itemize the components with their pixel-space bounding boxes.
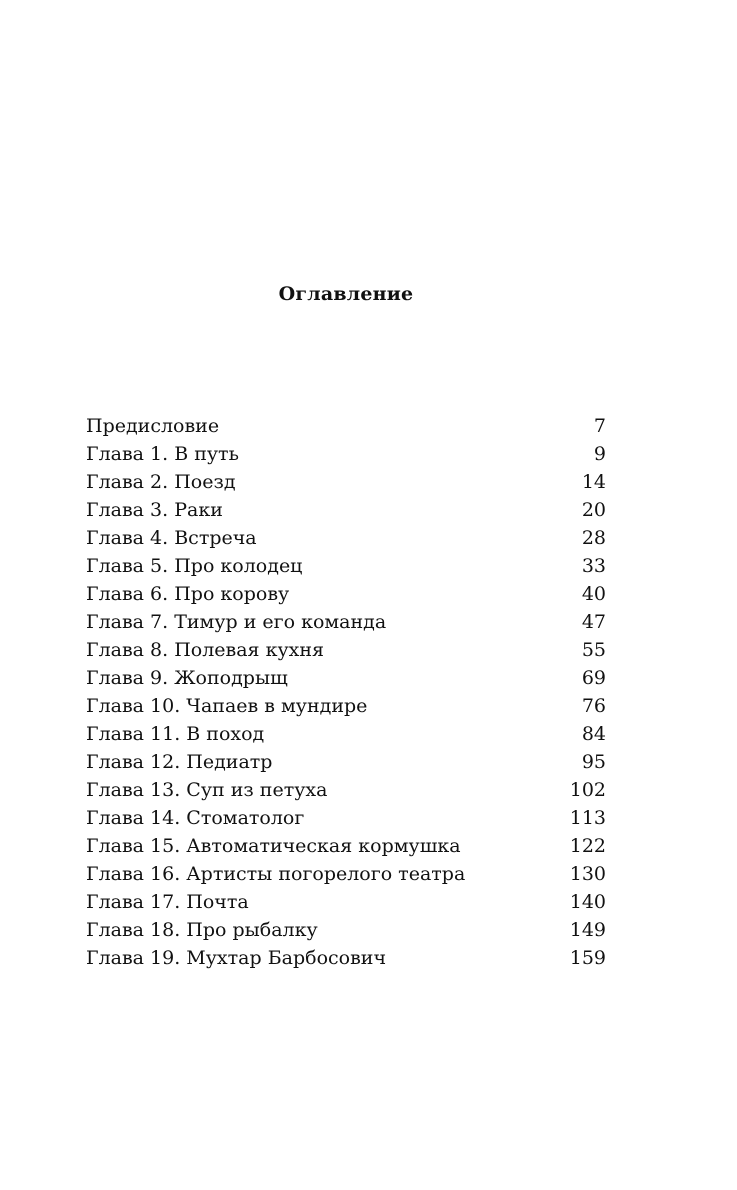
- toc-entry-label: Глава 19. Мухтар Барбосович: [86, 947, 387, 969]
- toc-entry-page-number: 130: [569, 863, 606, 885]
- toc-entry: [86, 468, 606, 496]
- toc-entry: [86, 860, 606, 888]
- toc-entry: [86, 524, 606, 552]
- toc-entry-label: Глава 2. Поезд: [86, 471, 236, 493]
- toc-entry-page-number: 159: [569, 947, 606, 969]
- toc-entry-page-number: 7: [593, 415, 606, 437]
- toc-entry-label: Глава 16. Артисты погорелого театра: [86, 863, 466, 885]
- toc-entry: [86, 636, 606, 664]
- toc-entry-page-number: 40: [581, 583, 606, 605]
- toc-entry-label: Глава 8. Полевая кухня: [86, 639, 325, 661]
- toc-entry-label: Глава 4. Встреча: [86, 527, 257, 549]
- toc-entry: [86, 944, 606, 972]
- toc-entry: [86, 692, 606, 720]
- toc-entry-label: Глава 3. Раки: [86, 499, 223, 521]
- toc-entry-label: Глава 6. Про корову: [86, 583, 290, 605]
- toc-entry-label: Предисловие: [86, 415, 220, 437]
- toc-entry-page-number: 113: [569, 807, 606, 829]
- toc-entry-page-number: 14: [581, 471, 606, 493]
- toc-entry-page-number: 122: [569, 835, 606, 857]
- toc-entry-label: Глава 15. Автоматическая кормушка: [86, 835, 461, 857]
- toc-entry: [86, 888, 606, 916]
- toc-entry-page-number: 28: [581, 527, 606, 549]
- toc-entry-label: Глава 10. Чапаев в мундире: [86, 695, 368, 717]
- toc-entry-label: Глава 11. В поход: [86, 723, 265, 745]
- toc-entry-page-number: 47: [581, 611, 606, 633]
- toc-title: Оглавление: [278, 283, 414, 305]
- toc-entry: [86, 748, 606, 776]
- toc-entry-label: Глава 5. Про колодец: [86, 555, 303, 577]
- toc-entry-page-number: 84: [581, 723, 606, 745]
- table-of-contents: [86, 412, 606, 972]
- toc-entry: [86, 720, 606, 748]
- toc-entry-label: Глава 13. Суп из петуха: [86, 779, 328, 801]
- toc-entry-label: Глава 1. В путь: [86, 443, 239, 465]
- toc-entry-page-number: 9: [593, 443, 606, 465]
- toc-entry-page-number: 102: [569, 779, 606, 801]
- toc-entry-label: Глава 18. Про рыбалку: [86, 919, 318, 941]
- toc-entry: [86, 832, 606, 860]
- toc-entry-page-number: 55: [581, 639, 606, 661]
- toc-entry-label: Глава 7. Тимур и его команда: [86, 611, 387, 633]
- toc-entry: [86, 664, 606, 692]
- toc-entry-label: Глава 9. Жоподрыщ: [86, 667, 288, 689]
- toc-entry: [86, 412, 606, 440]
- toc-entry-page-number: 20: [581, 499, 606, 521]
- toc-entry: [86, 776, 606, 804]
- toc-entry-label: Глава 14. Стоматолог: [86, 807, 305, 829]
- toc-entry: [86, 804, 606, 832]
- toc-entry-label: Глава 12. Педиатр: [86, 751, 273, 773]
- toc-entry: [86, 608, 606, 636]
- toc-entry-page-number: 149: [569, 919, 606, 941]
- toc-entry: [86, 552, 606, 580]
- toc-entry: [86, 916, 606, 944]
- toc-entry: [86, 440, 606, 468]
- toc-entry-page-number: 140: [569, 891, 606, 913]
- toc-entry-page-number: 76: [581, 695, 606, 717]
- toc-entry: [86, 496, 606, 524]
- toc-entry-page-number: 95: [581, 751, 606, 773]
- toc-entry-page-number: 69: [581, 667, 606, 689]
- toc-entry: [86, 580, 606, 608]
- toc-entry-page-number: 33: [581, 555, 606, 577]
- toc-entry-label: Глава 17. Почта: [86, 891, 249, 913]
